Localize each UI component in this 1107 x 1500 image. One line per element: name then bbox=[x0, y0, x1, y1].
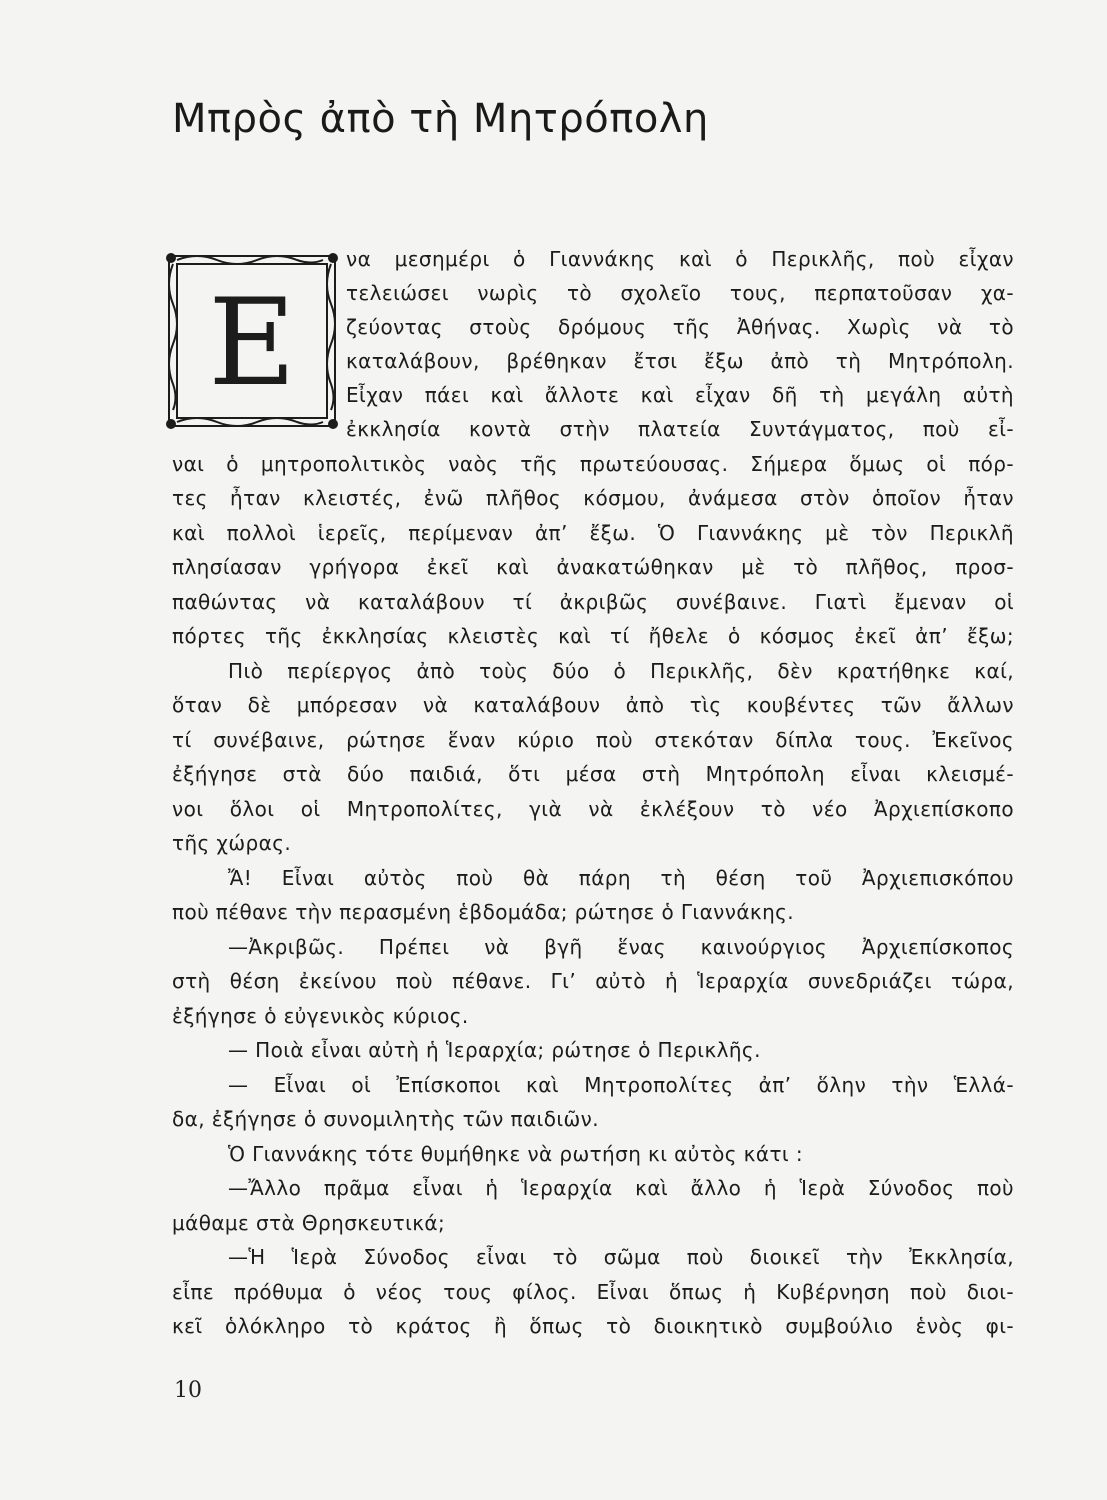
text-line: νοι ὅλοι οἱ Μητροπολίτες, γιὰ νὰ ἐκλέξουν τὸ νέο Ἀρχιεπίσκοπο bbox=[172, 797, 1014, 821]
text-line: μάθαμε στὰ Θρησκευτικά; bbox=[172, 1211, 446, 1235]
page-number: 10 bbox=[174, 1378, 202, 1403]
text-line: ἐκκλησία κοντὰ στὴν πλατεία Συντάγματος, ποὺ εἶ- bbox=[346, 417, 1014, 441]
text-line: στὴ θέση ἐκείνου ποὺ πέθανε. Γι’ αὐτὸ ἡ Ἱεραρχία συνεδριάζει τώρα, bbox=[172, 969, 1014, 993]
text-line: —Ἄλλο πρᾶμα εἶναι ἡ Ἱεραρχία καὶ ἄλλο ἡ Ἱερὰ Σύνοδος ποὺ bbox=[228, 1176, 1014, 1200]
text-line: δα, ἐξήγησε ὁ συνομιλητὴς τῶν παιδιῶν. bbox=[172, 1107, 599, 1131]
drop-cap-letter: Ε bbox=[208, 274, 296, 413]
text-line: παθώντας νὰ καταλάβουν τί ἀκριβῶς συνέβαινε. Γιατὶ ἔμεναν οἱ bbox=[172, 590, 1014, 614]
text-line: να μεσημέρι ὁ Γιαννάκης καὶ ὁ Περικλῆς, ποὺ εἶχαν bbox=[346, 247, 1014, 271]
text-line: ἐξήγησε στὰ δύο παιδιά, ὅτι μέσα στὴ Μητρόπολη εἶναι κλεισμέ- bbox=[172, 762, 1014, 786]
text-line: πόρτες τῆς ἐκκλησίας κλειστὲς καὶ τί ἤθελε ὁ κόσμος ἐκεῖ ἀπ’ ἔξω; bbox=[172, 624, 1014, 648]
text-line: —Ἀκριβῶς. Πρέπει νὰ βγῆ ἕνας καινούργιος Ἀρχιεπίσκοπος bbox=[228, 935, 1014, 959]
text-line: ὅταν δὲ μπόρεσαν νὰ καταλάβουν ἀπὸ τὶς κουβέντες τῶν ἄλλων bbox=[172, 693, 1014, 717]
text-line: ποὺ πέθανε τὴν περασμένη ἑβδομάδα; ρώτησε ὁ Γιαννάκης. bbox=[172, 900, 795, 924]
text-line: εἶπε πρόθυμα ὁ νέος τους φίλος. Εἶναι ὅπως ἡ Κυβέρνηση ποὺ διοι- bbox=[172, 1280, 1014, 1304]
text-line: τελειώσει νωρὶς τὸ σχολεῖο τους, περπατοῦσαν χα- bbox=[346, 281, 1014, 305]
text-line: κεῖ ὁλόκληρο τὸ κράτος ἢ ὅπως τὸ διοικητικὸ συμβούλιο ἑνὸς φι- bbox=[172, 1314, 1014, 1338]
chapter-title: Μπρὸς ἀπὸ τὴ Μητρόπολη bbox=[172, 96, 709, 142]
text-line: τί συνέβαινε, ρώτησε ἕναν κύριο ποὺ στεκόταν δίπλα τους. Ἐκεῖνος bbox=[172, 728, 1014, 752]
text-line: Ἄ! Εἶναι αὐτὸς ποὺ θὰ πάρη τὴ θέση τοῦ Ἀρχιεπισκόπου bbox=[228, 866, 1014, 890]
text-line: καταλάβουν, βρέθηκαν ἔτσι ἔξω ἀπὸ τὴ Μητρόπολη. bbox=[346, 349, 1014, 373]
text-line: Εἶχαν πάει καὶ ἄλλοτε καὶ εἶχαν δῆ τὴ μεγάλη αὐτὴ bbox=[346, 383, 1014, 407]
text-line: — Εἶναι οἱ Ἐπίσκοποι καὶ Μητροπολίτες ἀπ’ ὅλην τὴν Ἑλλά- bbox=[228, 1073, 1014, 1097]
text-line: —Ἡ Ἱερὰ Σύνοδος εἶναι τὸ σῶμα ποὺ διοικεῖ τὴν Ἐκκλησία, bbox=[228, 1245, 1014, 1269]
text-line: — Ποιὰ εἶναι αὐτὴ ἡ Ἱεραρχία; ρώτησε ὁ Περικλῆς. bbox=[228, 1038, 761, 1062]
text-line: πλησίασαν γρήγορα ἐκεῖ καὶ ἀνακατώθηκαν μὲ τὸ πλῆθος, προσ- bbox=[172, 555, 1014, 579]
text-line: τες ἦταν κλειστές, ἐνῶ πλῆθος κόσμου, ἀνάμεσα στὸν ὁποῖον ἦταν bbox=[172, 486, 1014, 510]
text-line: ζεύοντας στοὺς δρόμους τῆς Ἀθήνας. Χωρὶς νὰ τὸ bbox=[346, 315, 1014, 339]
text-line: καὶ πολλοὶ ἱερεῖς, περίμεναν ἀπ’ ἔξω. Ὁ Γιαννάκης μὲ τὸν Περικλῆ bbox=[172, 521, 1014, 545]
text-line: Πιὸ περίεργος ἀπὸ τοὺς δύο ὁ Περικλῆς, δὲν κρατήθηκε καί, bbox=[228, 659, 1014, 683]
text-line: τῆς χώρας. bbox=[172, 831, 292, 855]
text-line: ἐξήγησε ὁ εὐγενικὸς κύριος. bbox=[172, 1004, 469, 1028]
text-line: Ὁ Γιαννάκης τότε θυμήθηκε νὰ ρωτήση κι αὐτὸς κάτι : bbox=[228, 1142, 803, 1166]
text-line: ναι ὁ μητροπολιτικὸς ναὸς τῆς πρωτεύουσας. Σήμερα ὅμως οἱ πόρ- bbox=[172, 452, 1014, 476]
drop-cap-ornament bbox=[163, 250, 341, 432]
